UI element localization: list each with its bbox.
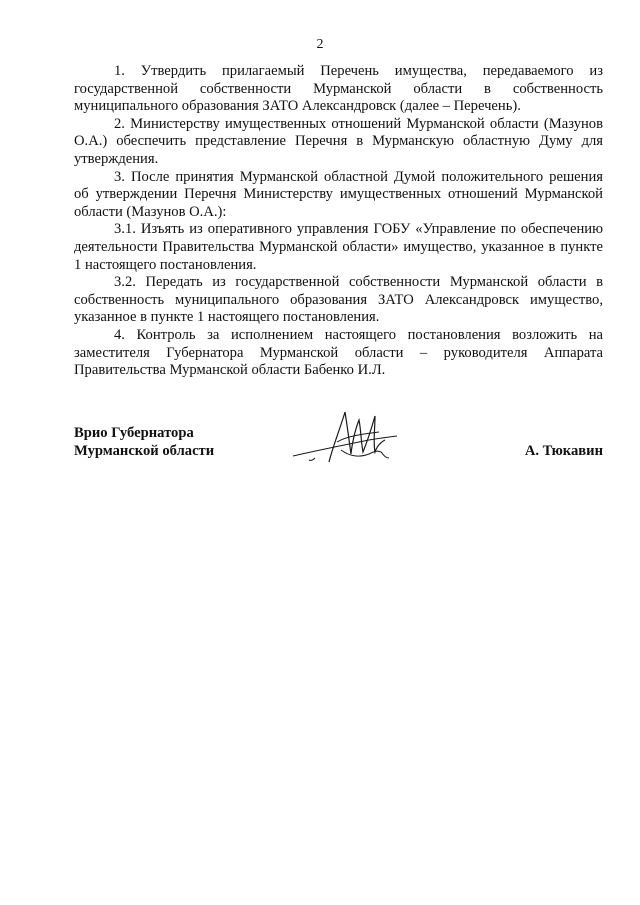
signature-block bbox=[74, 424, 603, 484]
signer-name: А. Тюкавин bbox=[524, 443, 603, 459]
signer-position-line-1: Врио Губернатора bbox=[74, 425, 194, 441]
document-body bbox=[74, 63, 603, 380]
page-number: 2 bbox=[316, 37, 324, 52]
handwritten-signature bbox=[289, 406, 409, 468]
paragraph-1: 1. Утвердить прилагаемый Перечень имущества, передаваемого из государственной собственности Мурманской области в собственность муниципального образования ЗАТО Александровск (далее – Перечень). bbox=[74, 63, 603, 115]
signer-position-line-2: Мурманской области bbox=[74, 443, 215, 459]
paragraph-3: 3. После принятия Мурманской областной Думой положительного решения об утверждении Перечня Министерству имущественных отношений Мурманской области (Мазунов О.А.): bbox=[74, 168, 603, 220]
paragraph-3-1: 3.1. Изъять из оперативного управления ГОБУ «Управление по обеспечению деятельности Правительства Мурманской области» имущество, указанное в пункте 1 настоящего постановления. bbox=[74, 221, 603, 273]
paragraph-2: 2. Министерству имущественных отношений Мурманской области (Мазунов О.А.) обеспечить представление Перечня в Мурманскую областную Думу для утверждения. bbox=[74, 115, 603, 167]
signer-position bbox=[74, 424, 214, 460]
paragraph-3-2: 3.2. Передать из государственной собственности Мурманской области в собственность муниципального образования ЗАТО Александровск имущество, указанное в пункте 1 настоящего постановления. bbox=[74, 274, 603, 326]
paragraph-4: 4. Контроль за исполнением настоящего постановления возложить на заместителя Губернатора Мурманской области – руководителя Аппарата Правительства Мурманской области Бабенко И.Л. bbox=[74, 326, 603, 379]
